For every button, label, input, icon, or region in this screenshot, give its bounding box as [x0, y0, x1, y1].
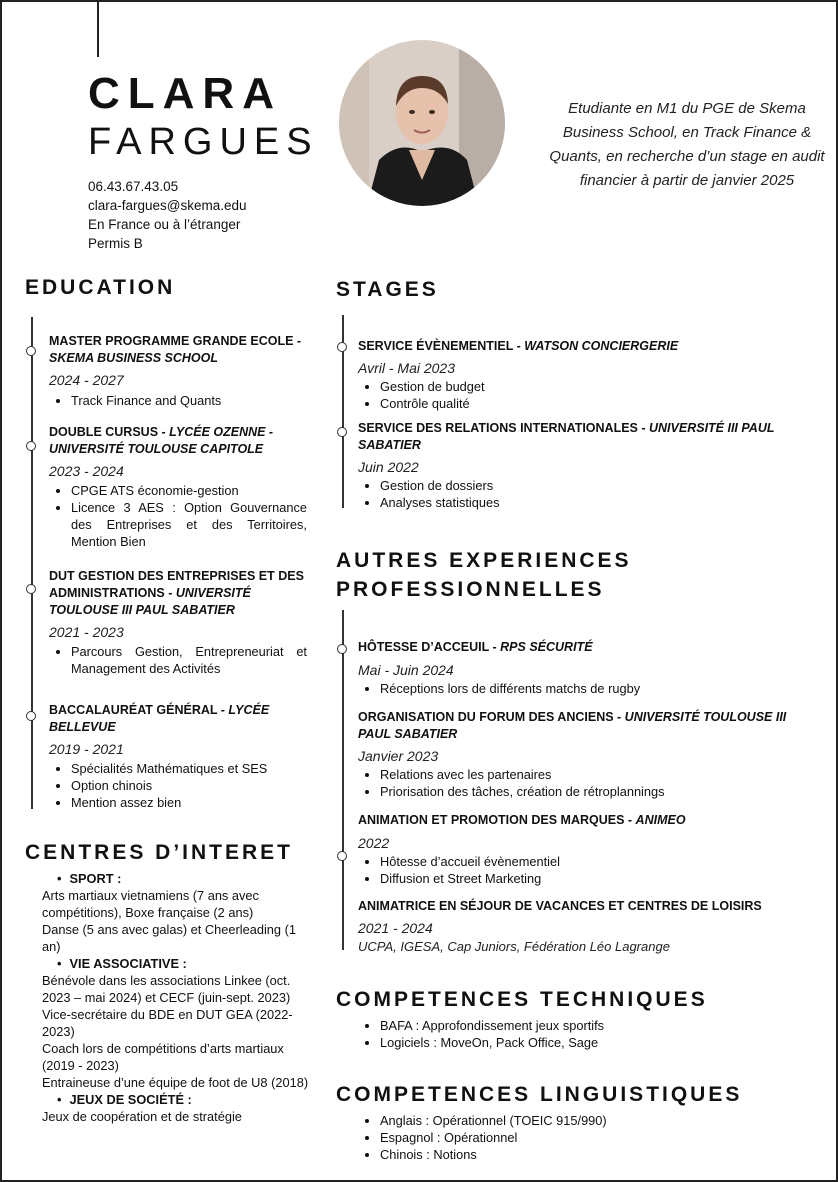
- stages-heading: STAGES: [336, 278, 439, 301]
- list-item: • Option chinois: [71, 777, 307, 794]
- last-name: FARGUES: [88, 121, 319, 163]
- experiences-heading-line2: PROFESSIONNELLES: [336, 578, 605, 601]
- entry-date: Mai - Juin 2024: [358, 662, 454, 678]
- profile-tagline: Etudiante en M1 du PGE de Skema Business School, en Track Finance & Quants, en recherche d’un stage en audit financier à partir de janvier 2025: [549, 100, 825, 189]
- timeline-dot: [26, 711, 36, 721]
- list-item: • Chinois : Notions: [380, 1146, 820, 1163]
- entry-date: 2021 - 2023: [49, 624, 124, 640]
- location: En France ou à l’étranger: [88, 217, 241, 232]
- interests-heading: CENTRES D’INTERET: [25, 841, 294, 864]
- experience-entry: [358, 898, 818, 956]
- experiences-timeline: [342, 610, 344, 950]
- interest-line: Jeux de coopération et de stratégie: [42, 1109, 242, 1124]
- games-label: • JEUX DE SOCIÉTÉ :: [49, 1091, 317, 1108]
- entry-bullets: [358, 378, 818, 412]
- list-item: • Relations avec les partenaires: [380, 766, 818, 783]
- list-item: • Licence 3 AES : Option Gouvernance des Entreprises et des Territoires, Mention Bien: [71, 499, 307, 550]
- entry-title: HÔTESSE D’ACCEUIL - RPS SÉCURITÉ: [358, 640, 593, 654]
- stage-entry: [358, 338, 818, 412]
- interest-line: Entraineuse d’une équipe de foot de U8 (2018): [42, 1075, 309, 1090]
- interest-line: Bénévole dans les associations Linkee (oct. 2023 – mai 2024) et CECF (juin-sept. 2023): [42, 973, 291, 1005]
- education-timeline: [31, 317, 33, 809]
- first-name: CLARA: [88, 69, 282, 118]
- association-label: • VIE ASSOCIATIVE :: [49, 955, 317, 972]
- interest-line: Coach lors de compétitions d’arts martiaux (2019 - 2023): [42, 1041, 284, 1073]
- phone: 06.43.67.43.05: [88, 179, 179, 194]
- list-item: • Priorisation des tâches, création de rétroplannings: [380, 783, 818, 800]
- experiences-heading: [336, 546, 632, 604]
- entry-title: SERVICE DES RELATIONS INTERNATIONALES - UNIVERSITÉ III PAUL SABATIER: [358, 421, 775, 452]
- timeline-dot: [337, 342, 347, 352]
- timeline-dot: [26, 441, 36, 451]
- list-item: • Espagnol : Opérationnel: [380, 1129, 820, 1146]
- entry-date: 2019 - 2021: [49, 741, 124, 757]
- list-item: • Gestion de budget: [380, 378, 818, 395]
- list-item: • Logiciels : MoveOn, Pack Office, Sage: [380, 1034, 820, 1051]
- entry-date: Janvier 2023: [358, 748, 439, 764]
- tech-skills-list: [358, 1017, 820, 1051]
- list-item: • Gestion de dossiers: [380, 477, 818, 494]
- list-item: • BAFA : Approfondissement jeux sportifs: [380, 1017, 820, 1034]
- list-item: • Analyses statistiques: [380, 494, 818, 511]
- education-entry: [49, 333, 307, 409]
- entry-bullets: [358, 853, 818, 887]
- entry-title: ORGANISATION DU FORUM DES ANCIENS - UNIVERSITÉ TOULOUSE III PAUL SABATIER: [358, 710, 787, 741]
- list-item: • Spécialités Mathématiques et SES: [71, 760, 307, 777]
- timeline-dot: [337, 427, 347, 437]
- header-rule: [97, 2, 99, 57]
- list-item: • Réceptions lors de différents matchs de rugby: [380, 680, 818, 697]
- entry-date: 2023 - 2024: [49, 463, 124, 479]
- education-entry: [49, 702, 307, 811]
- entry-bullets: [358, 477, 818, 511]
- contact-info: [88, 177, 247, 253]
- education-entry: [49, 568, 307, 677]
- list-item: • Mention assez bien: [71, 794, 307, 811]
- experience-entry: [358, 639, 818, 697]
- sport-label: • SPORT :: [49, 870, 317, 887]
- driving-license: Permis B: [88, 236, 143, 251]
- entry-title: ANIMATRICE EN SÉJOUR DE VACANCES ET CENTRES DE LOISIRS: [358, 899, 762, 913]
- entry-date: 2021 - 2024: [358, 920, 433, 936]
- experience-entry: [358, 812, 818, 887]
- education-heading: EDUCATION: [25, 276, 176, 299]
- entry-organizations: UCPA, IGESA, Cap Juniors, Fédération Léo Lagrange: [358, 939, 670, 954]
- profile-photo: [339, 40, 505, 206]
- list-item: • Anglais : Opérationnel (TOEIC 915/990): [380, 1112, 820, 1129]
- interests-list: [42, 870, 317, 1125]
- list-item: • Contrôle qualité: [380, 395, 818, 412]
- timeline-dot: [337, 644, 347, 654]
- list-item: • Parcours Gestion, Entrepreneuriat et Management des Activités: [71, 643, 307, 677]
- entry-date: 2022: [358, 835, 390, 851]
- timeline-dot: [337, 851, 347, 861]
- email: clara-fargues@skema.edu: [88, 198, 247, 213]
- entry-bullets: [49, 482, 307, 550]
- entry-title: ANIMATION ET PROMOTION DES MARQUES - ANIMEO: [358, 813, 686, 827]
- timeline-dot: [26, 584, 36, 594]
- education-entry: [49, 424, 307, 550]
- interest-line: Vice-secrétaire du BDE en DUT GEA (2022-2023): [42, 1007, 293, 1039]
- list-item: • Track Finance and Quants: [71, 392, 307, 409]
- entry-title: DOUBLE CURSUS - LYCÉE OZENNE - UNIVERSITÉ TOULOUSE CAPITOLE: [49, 425, 274, 456]
- list-item: • Diffusion et Street Marketing: [380, 870, 818, 887]
- entry-title: BACCALAURÉAT GÉNÉRAL - LYCÉE BELLEVUE: [49, 703, 270, 734]
- entry-date: 2024 - 2027: [49, 372, 124, 388]
- tech-skills-heading: COMPETENCES TECHNIQUES: [336, 988, 708, 1011]
- experiences-heading-line1: AUTRES EXPERIENCES: [336, 549, 632, 572]
- entry-date: Juin 2022: [358, 459, 419, 475]
- entry-title: MASTER PROGRAMME GRANDE ECOLE - SKEMA BUSINESS SCHOOL: [49, 334, 302, 365]
- list-item: • Hôtesse d’accueil évènementiel: [380, 853, 818, 870]
- entry-bullets: [358, 766, 818, 800]
- stage-entry: [358, 420, 818, 511]
- entry-title: SERVICE ÉVÈNEMENTIEL - WATSON CONCIERGERIE: [358, 339, 679, 353]
- entry-bullets: [358, 680, 818, 697]
- entry-bullets: [49, 760, 307, 811]
- entry-bullets: [49, 392, 307, 409]
- interest-line: Danse (5 ans avec galas) et Cheerleading (1 an): [42, 922, 296, 954]
- interest-line: Arts martiaux vietnamiens (7 ans avec compétitions), Boxe française (2 ans): [42, 888, 259, 920]
- lang-skills-list: [358, 1112, 820, 1163]
- entry-bullets: [49, 643, 307, 677]
- list-item: • CPGE ATS économie-gestion: [71, 482, 307, 499]
- lang-skills-heading: COMPETENCES LINGUISTIQUES: [336, 1083, 743, 1106]
- entry-date: Avril - Mai 2023: [358, 360, 456, 376]
- timeline-dot: [26, 346, 36, 356]
- experience-entry: [358, 709, 818, 800]
- entry-title: DUT GESTION DES ENTREPRISES ET DES ADMINISTRATIONS - UNIVERSITÉ TOULOUSE III PAUL SABATIER: [49, 569, 304, 617]
